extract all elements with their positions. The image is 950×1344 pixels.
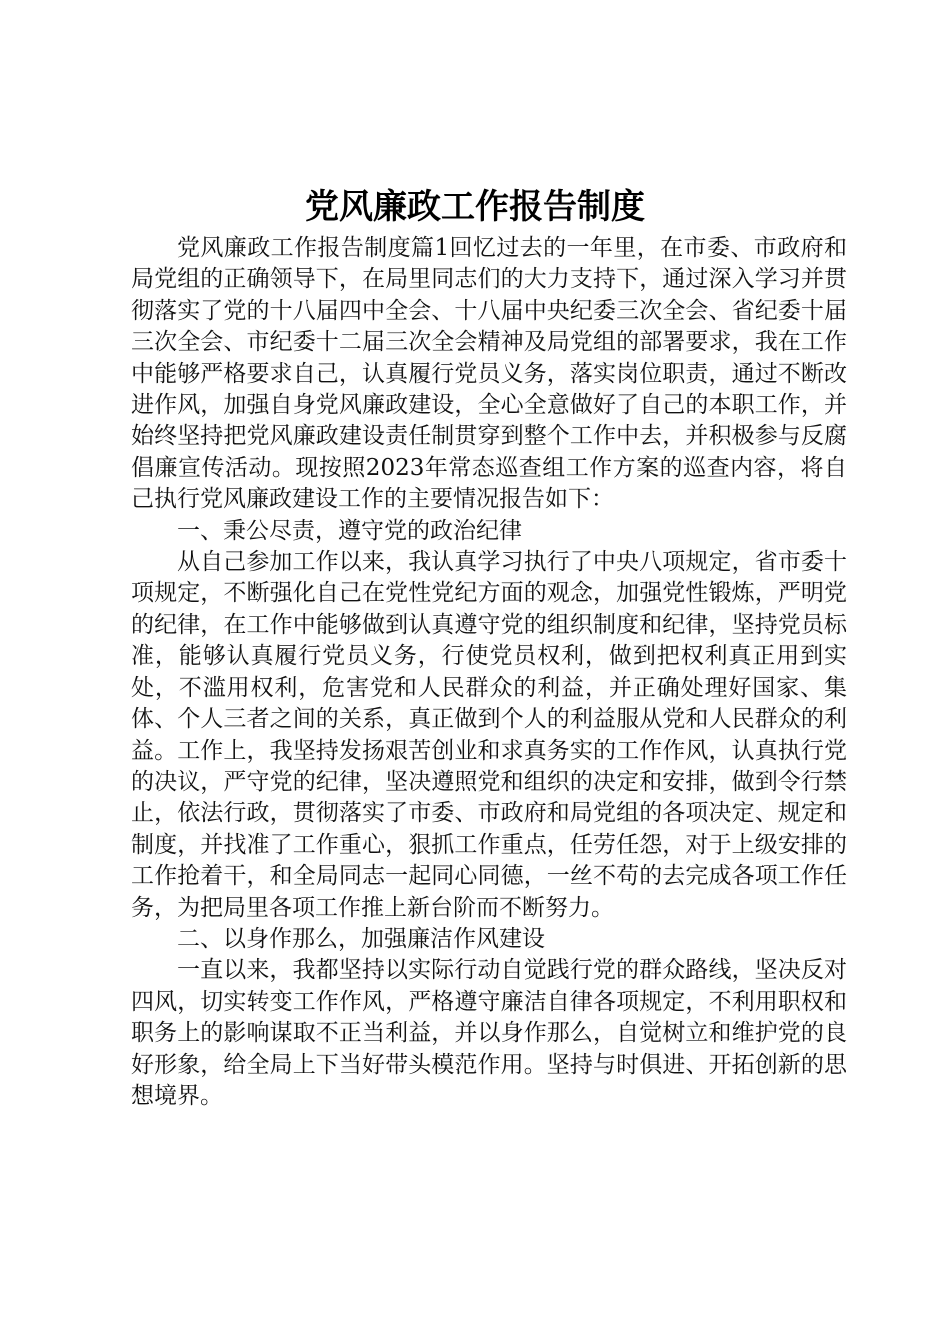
paragraph-section-1: 从自己参加工作以来，我认真学习执行了中央八项规定，省市委十项规定，不断强化自己在党性党纪方面的观念，加强党性锻炼，严明党的纪律，在工作中能够做到认真遵守党的组织制度和纪律，坚持党员标准，能够认真履行党员义务，行使党员权利，做到把权利真正用到实处，不滥用权利，危害党和人民群众的利益，并正确处理好国家、集体、个人三者之间的关系，真正做到个人的利益服从党和人民群众的利益。工作上，我坚持发扬艰苦创业和求真务实的工作作风，认真执行党的决议，严守党的纪律，坚决遵照党和组织的决定和安排，做到令行禁止，依法行政，贯彻落实了市委、市政府和局党组的各项决定、规定和制度，并找准了工作重心，狠抓工作重点，任劳任怨，对于上级安排的工作抢着干，和全局同志一起同心同德，一丝不苟的去完成各项工作任务，为把局里各项工作推上新台阶而不断努力。 [131,549,847,921]
paragraph-section-2: 一直以来，我都坚持以实际行动自觉践行党的群众路线，坚决反对四风，切实转变工作作风，严格遵守廉洁自律各项规定，不利用职权和职务上的影响谋取不正当利益，并以身作那么，自觉树立和维护党的良好形象，给全局上下当好带头模范作用。坚持与时俱进、开拓创新的思想境界。 [131,957,847,1109]
paragraph-intro: 党风廉政工作报告制度篇1回忆过去的一年里，在市委、市政府和局党组的正确领导下，在局里同志们的大力支持下，通过深入学习并贯彻落实了党的十八届四中全会、十八届中央纪委三次全会、省纪委十届三次全会、市纪委十二届三次全会精神及局党组的部署要求，我在工作中能够严格要求自己，认真履行党员义务，落实岗位职责，通过不断改进作风，加强自身党风廉政建设，全心全意做好了自己的本职工作，并始终坚持把党风廉政建设责任制贯穿到整个工作中去，并积极参与反腐倡廉宣传活动。现按照2023年常态巡查组工作方案的巡查内容，将自己执行党风廉政建设工作的主要情况报告如下： [131,235,847,513]
section-heading-2: 二、以身作那么，加强廉洁作风建设 [177,925,545,952]
document-body [131,233,847,1112]
document-title: 党风廉政工作报告制度 [305,187,645,227]
section-heading-1: 一、秉公尽责，遵守党的政治纪律 [177,517,522,544]
